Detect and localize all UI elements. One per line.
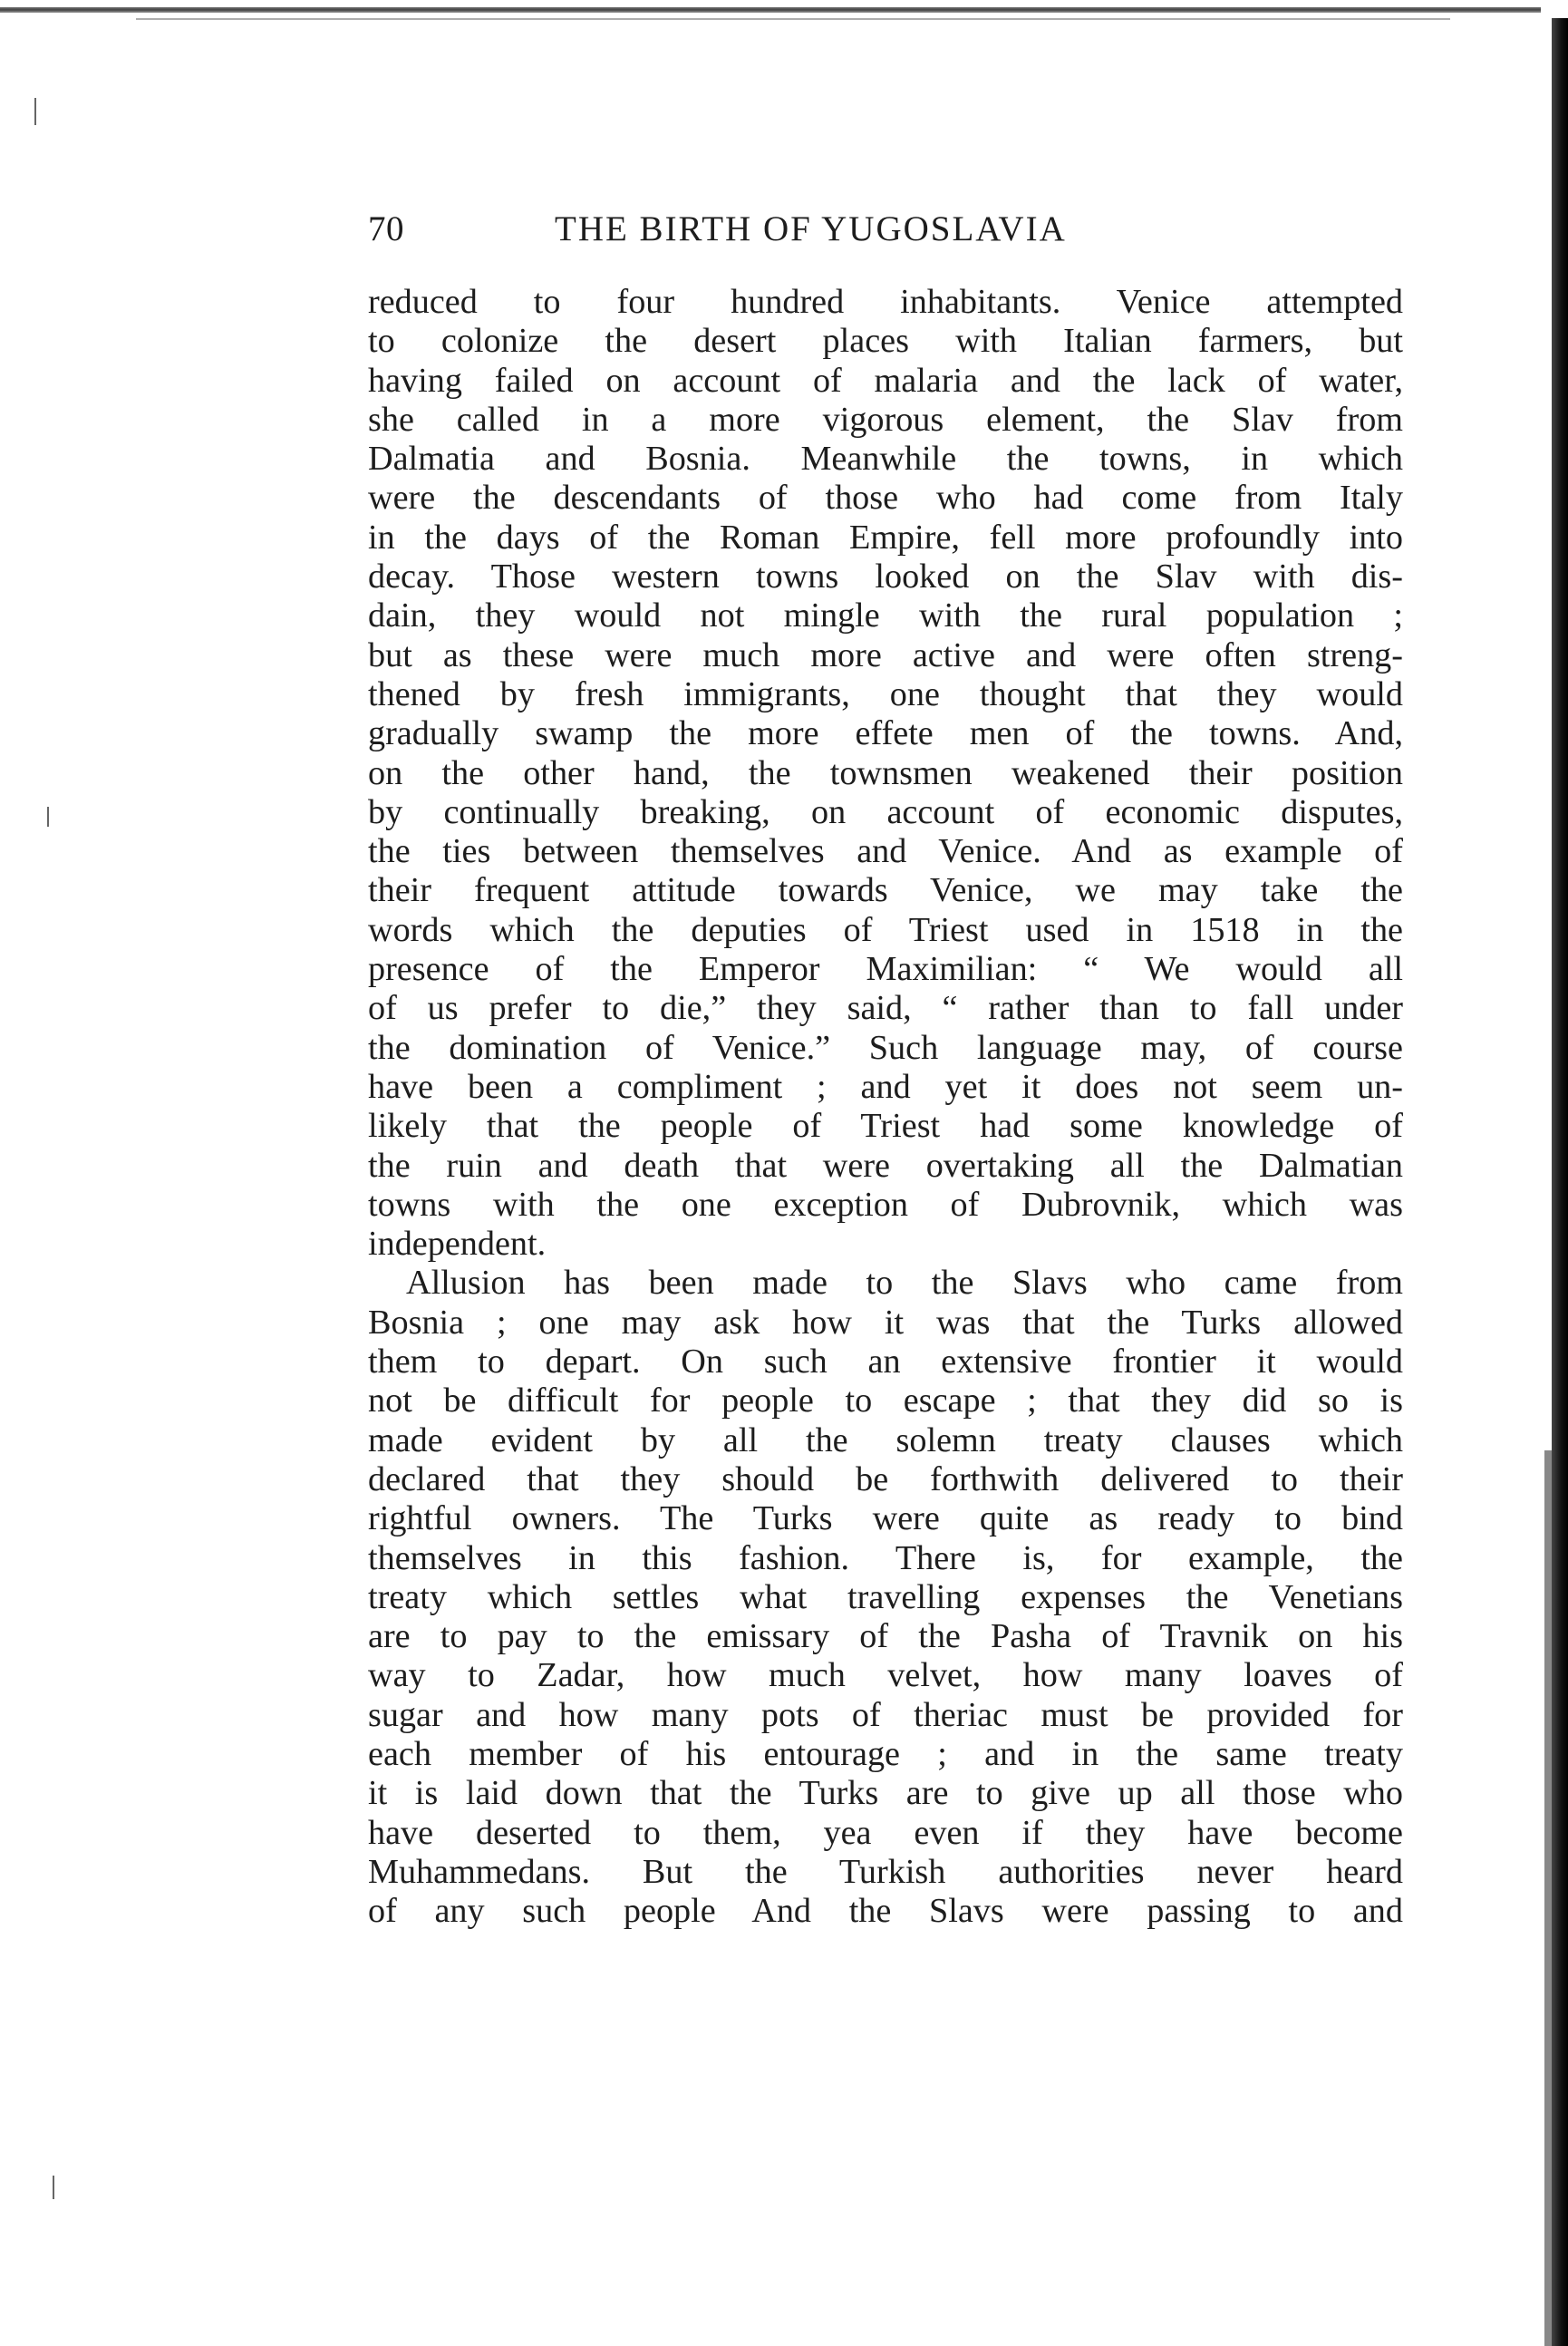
text-line: Allusion has been made to the Slavs who came from (406, 1264, 1403, 1303)
text-line: thened by fresh immigrants, one thought that they would (368, 674, 1403, 713)
text-line: independent. (368, 1225, 547, 1264)
scan-speck (34, 98, 36, 125)
text-line: decay. Those western towns looked on the Slav with dis- (368, 557, 1403, 596)
text-line: declared that they should be forthwith delivered to their (368, 1459, 1403, 1498)
text-line: rightful owners. The Turks were quite as ready to bind (368, 1499, 1403, 1538)
text-line: treaty which settles what travelling expenses the Venetians (368, 1577, 1403, 1616)
text-line: way to Zadar, how much velvet, how many loaves of (368, 1656, 1403, 1695)
text-line: words which the deputies of Triest used in 1518 in the (368, 910, 1403, 949)
text-line: on the other hand, the townsmen weakened their position (368, 753, 1403, 792)
text-line: were the descendants of those who had come from Italy (368, 479, 1403, 518)
text-line: it is laid down that the Turks are to give up all those who (368, 1774, 1403, 1813)
text-line: Muhammedans. But the Turkish authorities never heard (368, 1852, 1403, 1891)
text-line: by continually breaking, on account of economic disputes, (368, 792, 1403, 831)
scan-speck (53, 2176, 54, 2199)
page-number: 70 (368, 209, 404, 248)
scan-edge-top-faint (136, 18, 1450, 20)
text-line: of us prefer to die,” they said, “ rather than to fall under (368, 989, 1403, 1028)
scan-edge-right (1552, 18, 1568, 2346)
scan-edge-right-shadow (1544, 1450, 1552, 2346)
scan-speck (47, 807, 49, 827)
text-line: have deserted to them, yea even if they have become (368, 1813, 1403, 1852)
text-line: their frequent attitude towards Venice, we may take the (368, 871, 1403, 910)
text-line: towns with the one exception of Dubrovnik, which was (368, 1185, 1403, 1224)
text-line: sugar and how many pots of theriac must be provided for (368, 1695, 1403, 1734)
text-line: the ruin and death that were overtaking all the Dalmatian (368, 1146, 1403, 1185)
text-line: having failed on account of malaria and the lack of water, (368, 361, 1403, 400)
text-line: Bosnia ; one may ask how it was that the Turks allowed (368, 1303, 1403, 1342)
text-line: dain, they would not mingle with the rural population ; (368, 596, 1403, 635)
text-line: each member of his entourage ; and in the same treaty (368, 1734, 1403, 1773)
text-line: the ties between themselves and Venice. And as example of (368, 832, 1403, 871)
body-text (368, 283, 1403, 1931)
text-line: of any such people And the Slavs were passing to and (368, 1892, 1403, 1931)
text-line: likely that the people of Triest had some knowledge of (368, 1107, 1403, 1146)
text-line: she called in a more vigorous element, the Slav from (368, 400, 1403, 439)
text-line: themselves in this fashion. There is, for example, the (368, 1538, 1403, 1577)
text-line: reduced to four hundred inhabitants. Venice attempted (368, 283, 1403, 321)
page-header (368, 207, 1410, 252)
text-line: them to depart. On such an extensive frontier it would (368, 1343, 1403, 1381)
text-line: gradually swamp the more effete men of the towns. And, (368, 714, 1403, 753)
text-line: presence of the Emperor Maximilian: “ We would all (368, 950, 1403, 989)
text-line: to colonize the desert places with Italian farmers, but (368, 322, 1403, 361)
text-line: have been a compliment ; and yet it does not seem un- (368, 1067, 1403, 1106)
text-line: but as these were much more active and were often streng- (368, 635, 1403, 674)
text-line: made evident by all the solemn treaty clauses which (368, 1420, 1403, 1459)
text-line: the domination of Venice.” Such language may, of course (368, 1028, 1403, 1067)
text-line: are to pay to the emissary of the Pasha of Travnik on his (368, 1617, 1403, 1656)
text-line: not be difficult for people to escape ; that they did so is (368, 1381, 1403, 1420)
running-title: THE BIRTH OF YUGOSLAVIA (555, 209, 1067, 248)
text-line: in the days of the Roman Empire, fell more profoundly into (368, 518, 1403, 557)
text-line: Dalmatia and Bosnia. Meanwhile the towns, in which (368, 440, 1403, 479)
scan-edge-top (0, 7, 1541, 13)
